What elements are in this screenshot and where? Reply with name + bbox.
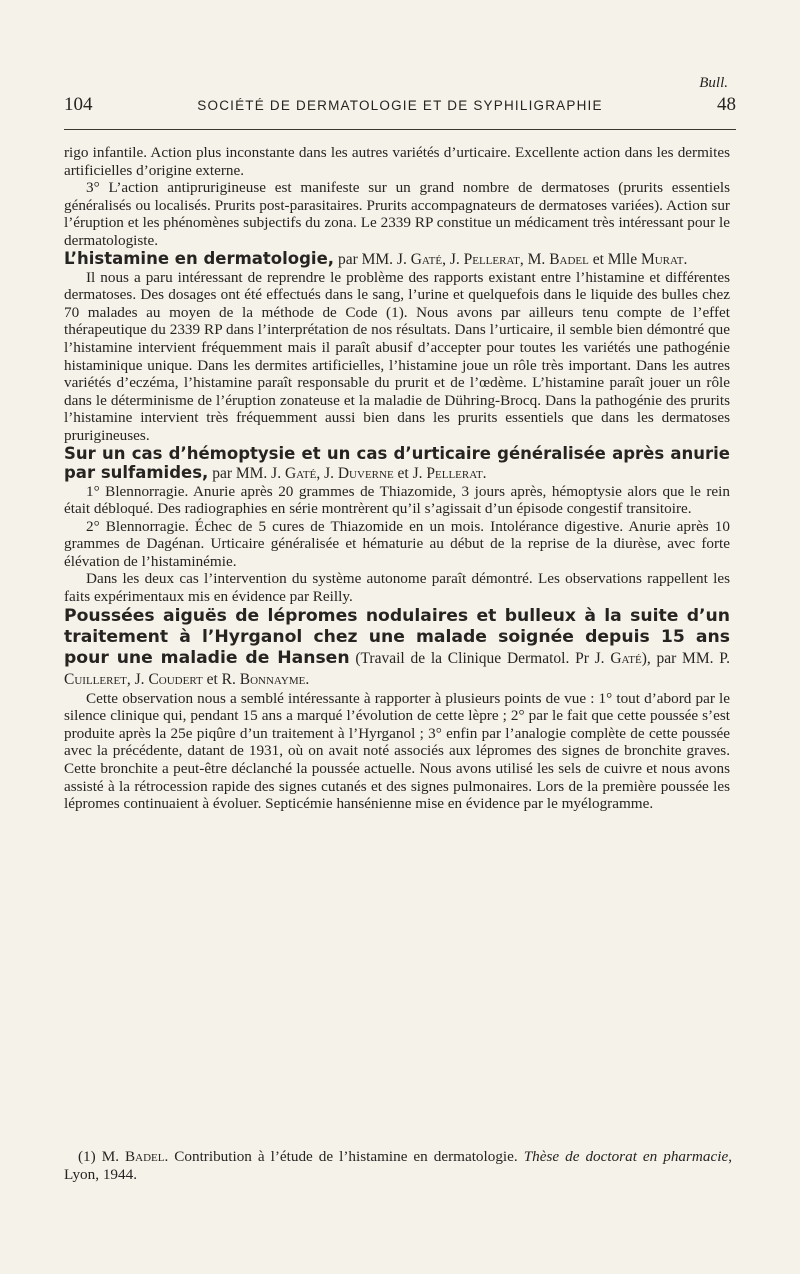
footnote-end: , Lyon, 1944. — [64, 1148, 732, 1183]
article3-end: . — [305, 670, 310, 688]
footnote-thesis: Thèse de doctorat en pharmacie — [523, 1148, 729, 1166]
page-number: 104 — [64, 94, 93, 115]
article1-heading — [64, 250, 730, 269]
article3-sep-1: , J. — [126, 670, 149, 688]
article3-authors-prefix: ), par MM. P. — [641, 649, 731, 667]
article1-end: . — [683, 250, 688, 268]
bulletin-number: 48 — [717, 94, 736, 115]
article3-author-3: Bonnayme — [239, 670, 306, 688]
running-title: SOCIÉTÉ DE DERMATOLOGIE ET DE SYPHILIGRAPHIE — [197, 98, 603, 113]
article3-sep-2: et R. — [202, 670, 240, 688]
page-body — [64, 144, 730, 813]
footnote-author: Badel — [125, 1148, 165, 1166]
article3-author-2: Coudert — [148, 670, 203, 688]
article1-sep-3: et Mlle — [588, 250, 641, 268]
bulletin-annotation: Bull. — [699, 75, 728, 91]
article2-authors-prefix: par MM. J. — [208, 464, 285, 482]
article2-sep-2: et J. — [393, 464, 427, 482]
article2-paragraph-2: 2° Blennorragie. Échec de 5 cures de Thiazomide en un mois. Intolérance digestive. Anurie après 10 grammes de Dagénan. Urticaire généralisée et hématurie au début de la reprise de la diurèse, avec forte élévation de l’histaminémie. — [64, 517, 730, 570]
article1-body: Il nous a paru intéressant de reprendre le problème des rapports existant entre l’histamine et différentes dermatoses. Des dosages ont été effectués dans le sang, l’urine et quelquefois dans le liquide des bulles chez 70 malades au moyen de la méthode de Code (1). Nous avons par ailleurs tenu compte de l’effet thérapeutique du 2339 RP dans l’interprétation de nos résultats. Dans l’urticaire, il semble bien démontré que l’histamine intervient fréquemment mais il paraît abusif d’accepter pour toutes les variétés une pathogénie histaminique unique. Dans les dermites artificielles, l’histamine joue un rôle très important. Dans les autres variétés d’eczéma, l’histamine paraît responsable du prurit et de l’œdème. L’histamine paraît jouer un rôle dans le déterminisme de l’éruption zonateuse et la maladie de Dühring-Brocq. Dans la pathogénie des prurits l’histamine intervient très fréquemment aussi bien dans les prurits essentiels que dans les dermatoses prurigineuses. — [64, 268, 730, 444]
article2-paragraph-1: 1° Blennorragie. Anurie après 20 grammes de Thiazomide, 3 jours après, hémoptysie alors que le rein était débloqué. Des radiographies en série montrèrent qu’il s’agissait d’un épisode congestif transitoire. — [64, 482, 730, 518]
article3-author-1: Cuilleret — [64, 670, 127, 688]
article1-sep-2: , M. — [519, 250, 550, 268]
article2-author-1: Gaté — [284, 464, 317, 482]
footnote-marker: (1) M. — [78, 1148, 125, 1166]
article1-authors-prefix: par MM. J. — [334, 250, 411, 268]
running-header — [64, 94, 736, 122]
intro-paragraph-2: 3° L’action antiprurigineuse est manifeste sur un grand nombre de dermatoses (prurits essentiels généralisés ou localisés. Prurits post-parasitaires. Prurits accompagnateurs de dermatoses variées). Action sur l’éruption et les phénomènes subjectifs du zona. Le 2339 RP constitue un médicament très intéressant pour le dermatologiste. — [64, 179, 730, 249]
intro-paragraph-1: rigo infantile. Action plus inconstante dans les autres variétés d’urticaire. Excellente action dans les dermites artificielles d’origine externe. — [64, 144, 730, 179]
article3-heading — [64, 606, 730, 690]
article2-sep-1: , J. — [316, 464, 338, 482]
article1-title: L’histamine en dermatologie, — [64, 248, 335, 268]
article1-sep-1: , J. — [442, 250, 464, 268]
article3-origin: (Travail de la Clinique Dermatol. Pr J. — [349, 649, 611, 667]
article3-title: Poussées aiguës de lépromes nodulaires et bulleux à la suite d’un traitement à l’Hyrganol chez une malade soignée depuis 15 ans pour une maladie de Hansen — [64, 605, 730, 668]
article3-origin-name: Gaté — [610, 649, 642, 667]
article1-author-4: Murat — [640, 250, 684, 268]
header-rule — [64, 129, 736, 130]
footnote-text: . Contribution à l’étude de l’histamine en dermatologie. — [164, 1148, 524, 1166]
article3-body: Cette observation nous a semblé intéressante à rapporter à plusieurs points de vue : 1° tout d’abord par le silence clinique qui, pendant 15 ans a marqué l’évolution de cette lèpre ; 2° par le fait que cette poussée s’est produite après la 25e piqûre d’un traitement à l’Hyrganol ; 3° enfin par l’analogie complète de cette poussée avec la précédente, datant de 1931, où on avait noté associés aux lépromes des signes de bronchite graves. Cette bronchite a peut-être déclanché la poussée actuelle. Nous avons utilisé les sels de cuivre et nous avons assisté à la rétrocession rapide des signes cutanés et des signes pulmonaires. Lors de la première poussée les lépromes continuaient à évoluer. Septicémie hansénienne mise en évidence par le myélogramme. — [64, 689, 730, 813]
article1-author-2: Pellerat — [463, 250, 520, 268]
article2-heading — [64, 445, 730, 483]
article1-author-1: Gaté — [410, 250, 443, 268]
article2-author-3: Pellerat — [426, 464, 483, 482]
article2-author-2: Duverne — [337, 464, 394, 482]
article2-paragraph-3: Dans les deux cas l’intervention du système autonome paraît démontré. Les observations rappellent les faits expérimentaux mis en évidence par Reilly. — [64, 570, 730, 606]
article2-end: . — [482, 464, 487, 482]
footnote — [64, 1148, 732, 1183]
article1-author-3: Badel — [549, 250, 589, 268]
article2-title: Sur un cas d’hémoptysie et un cas d’urticaire généralisée après anurie par sulfamides, — [64, 443, 730, 482]
